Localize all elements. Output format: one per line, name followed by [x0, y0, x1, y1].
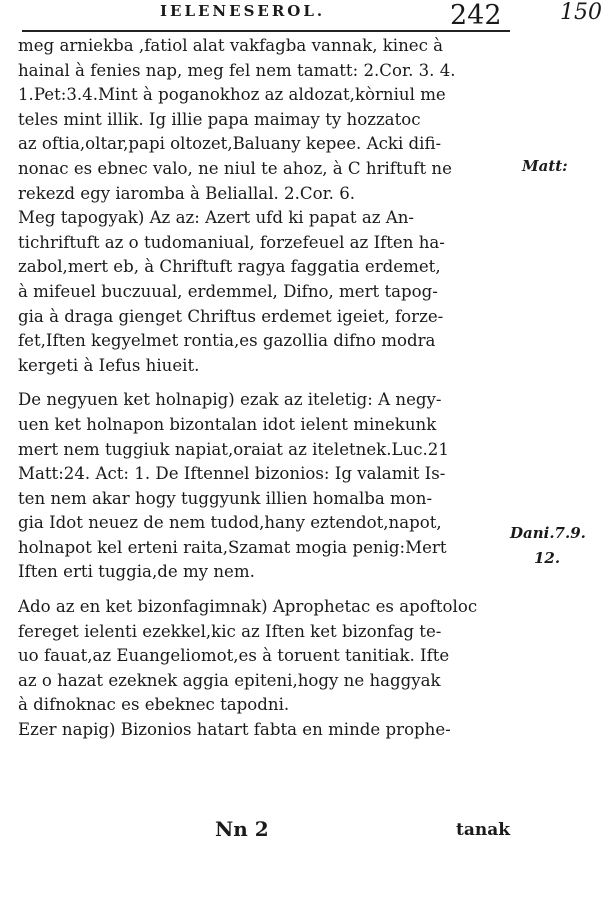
text-line: à difnoknac es ebeknec tapodni.: [18, 695, 290, 715]
text-line: fereget ielenti ezekkel,kic az Iften ket bizonfag te-: [18, 621, 442, 641]
text-line: Iften erti tuggia,de my nem.: [18, 562, 255, 582]
text-line: 1.Pet:3.4.Mint à poganokhoz az aldozat,kòrniul me: [18, 85, 446, 105]
text-line: ten nem akar hogy tuggyunk illien homalba mon-: [18, 488, 433, 508]
text-line: gia à draga gienget Chriftus erdemet igeiet, forze-: [18, 306, 444, 326]
margin-note-daniel: Dani.7.9.: [510, 524, 586, 542]
margin-note-matt: Matt:: [522, 157, 568, 175]
text-line: az o hazat ezeknek aggia epiteni,hogy ne haggyak: [18, 670, 441, 690]
text-line: meg arniekba ,fatiol alat vakfagba vannak, kinec à: [18, 36, 444, 55]
text-line: gia Idot neuez de nem tudod,hany eztendot,napot,: [18, 513, 442, 533]
text-line: az oftia,oltar,papi oltozet,Baluany kepee. Acki difi-: [18, 134, 442, 154]
page-number: 242: [450, 0, 502, 31]
text-line: uen ket holnapon bizontalan idot ielent minekunk: [18, 414, 437, 434]
running-title: IELENESEROL.: [160, 2, 326, 20]
paragraph-gap: [18, 378, 510, 388]
text-line: à mifeuel buczuual, erdemmel, Difno, mert tapog-: [18, 281, 438, 301]
text-line: zabol,mert eb, à Chriftuft ragya faggatia erdemet,: [18, 257, 441, 277]
text-line: De negyuen ket holnapig) ezak az iteletig: A negy-: [18, 390, 442, 410]
text-line: nonac es ebnec valo, ne niul te ahoz, à C hriftuft ne: [18, 158, 452, 178]
text-line: uo fauat,az Euangeliomot,es à toruent tanitiak. Ifte: [18, 646, 450, 666]
handwritten-folio-number: 150: [560, 0, 602, 25]
text-line: Ezer napig) Bizonios hatart fabta en minde prophe-: [18, 720, 451, 740]
paragraph-gap: [18, 585, 510, 595]
text-line: teles mint illik. Ig illie papa maimay ty hozzatoc: [18, 109, 421, 129]
text-line: fet,Iften kegyelmet rontia,es gazollia difno modra: [18, 331, 436, 351]
header-rule: [22, 30, 510, 32]
text-line: Ado az en ket bizonfagimnak) Aprophetac es apoftoloc: [18, 597, 478, 617]
margin-note-daniel-verse: 12.: [534, 549, 561, 567]
text-line: kergeti à Iefus hiueit.: [18, 355, 200, 375]
text-line: holnapot kel erteni raita,Szamat mogia penig:Mert: [18, 537, 447, 557]
signature-mark: Nn 2: [215, 817, 269, 841]
text-line: mert nem tuggiuk napiat,oraiat az iteletnek.Luc.21: [18, 439, 449, 459]
text-line: Meg tapogyak) Az az: Azert ufd ki papat az An-: [18, 208, 415, 228]
body-text: [18, 34, 510, 743]
text-line: tichriftuft az o tudomaniual, forzefeuel az Iften ha-: [18, 232, 445, 252]
text-line: Matt:24. Act: 1. De Iftennel bizonios: Ig valamit Is-: [18, 464, 446, 484]
text-line: hainal à fenies nap, meg fel nem tamatt: 2.Cor. 3. 4.: [18, 60, 456, 80]
text-line: rekezd egy iaromba à Beliallal. 2.Cor. 6.: [18, 183, 356, 203]
catchword: tanak: [456, 820, 511, 840]
